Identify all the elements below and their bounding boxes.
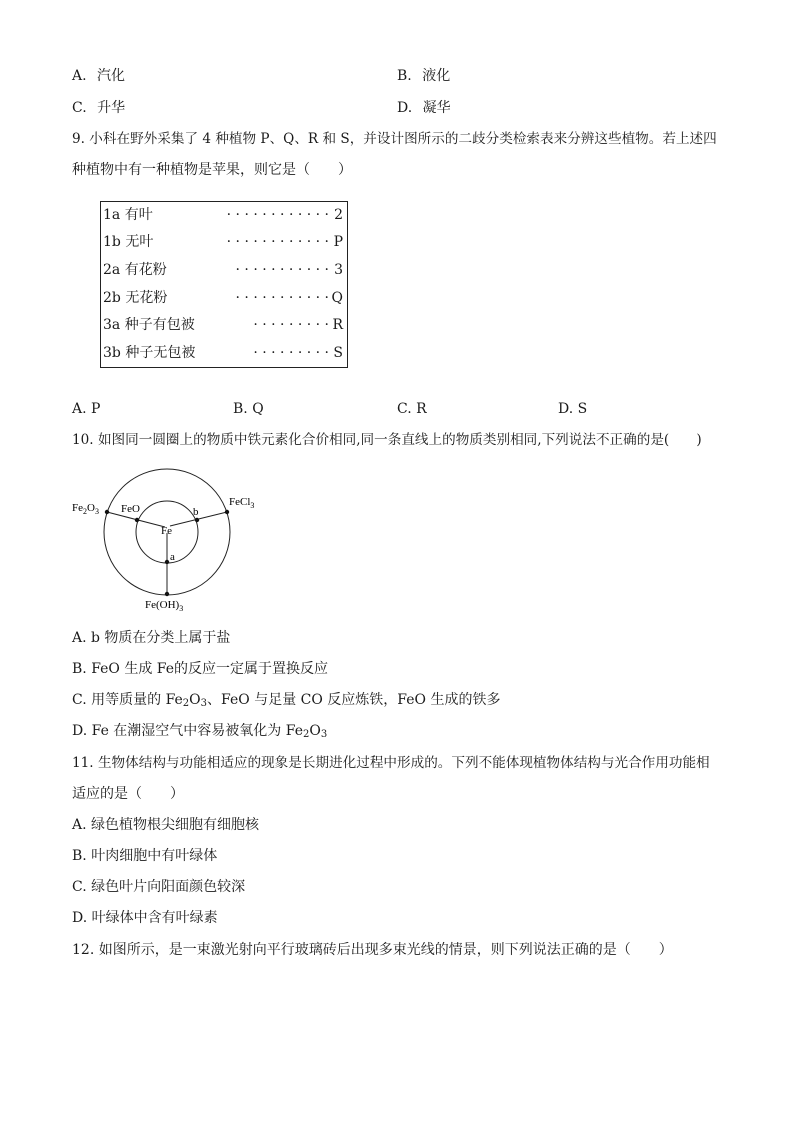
q8-option-a [72,67,125,85]
q8-option-c-letter: C. [72,100,87,116]
q8-option-c [72,99,125,117]
dot-a [165,560,169,564]
key-row [103,288,343,308]
q9-option-d: D. S [558,401,588,417]
q8-option-d-letter: D. [397,100,413,116]
key-result: 3 [334,262,343,278]
key-dots: · · · · · · · · · [253,345,329,361]
q9-stem-line2: 种植物中有一种植物是苹果，则它是（ ） [72,162,352,178]
key-result: R [332,317,343,333]
key-result: Q [331,290,343,306]
q11-option-b: B. 叶肉细胞中有叶绿体 [72,848,218,864]
key-row [103,232,343,252]
q10-option-c-pre: C. 用等质量的 Fe [72,692,183,708]
key-dots: · · · · · · · · · · · · [226,234,329,250]
dot-fe2o3 [105,510,109,514]
key-label: 2b 无花粉 [103,290,168,306]
q11-option-a: A. 绿色植物根尖细胞有细胞核 [72,817,260,833]
q8-option-a-letter: A. [72,68,87,84]
q10-option-c-sub2: 3 [200,698,208,709]
q10-option-d-sub2: 3 [320,729,328,740]
key-row [103,205,343,225]
label-fe: Fe [161,525,172,537]
q8-option-b-text: 液化 [422,68,451,84]
q11-stem-line2: 适应的是（ ） [72,786,184,802]
q9-option-a: A. P [72,401,101,417]
dot-feo [135,518,139,522]
dot-b [195,518,199,522]
dot-fecl3 [225,510,229,514]
q9-option-c: C. R [397,401,427,417]
label-b: b [193,506,199,518]
key-label: 3b 种子无包被 [103,345,196,361]
q8-option-d-text: 凝华 [422,100,451,116]
q10-option-d-sub1: 2 [303,729,310,740]
dichotomous-key-table [100,201,348,368]
q8-option-c-text: 升华 [97,100,126,116]
q10-stem: 10. 如图同一圆圈上的物质中铁元素化合价相同,同一条直线上的物质类别相同,下列说法不正确的是( ) [72,432,702,448]
q11-option-c: C. 绿色叶片向阳面颜色较深 [72,879,246,895]
q10-option-c-sub1: 2 [182,698,190,709]
q10-option-c-post: 、FeO 与足量 CO 反应炼铁，FeO 生成的铁多 [207,692,501,708]
label-feo: FeO [121,503,140,515]
key-result: 2 [334,207,343,223]
key-dots: · · · · · · · · · · · [235,262,329,278]
q11-option-d: D. 叶绿体中含有叶绿素 [72,910,218,926]
key-label: 1a 有叶 [103,207,153,223]
q8-option-b [397,67,450,85]
q8-option-d [397,99,451,117]
label-feoh3: $Fe(OH)_3$ [145,599,184,613]
key-row [103,343,343,363]
key-label: 1b 无叶 [103,234,154,250]
label-a: a [170,551,175,563]
q9-option-b: B. Q [233,401,264,417]
q10-option-c [72,691,500,709]
label-fe2o3: $Fe_2O_3$ [72,502,99,516]
q8-option-b-letter: B. [397,68,412,84]
key-result: S [333,345,343,361]
key-row [103,315,343,335]
key-result: P [333,234,343,250]
label-fecl3: FeCl$_3$ [229,496,255,510]
key-label: 3a 种子有包被 [103,317,195,333]
key-label: 2a 有花粉 [103,262,167,278]
q10-option-d-pre: D. Fe 在潮湿空气中容易被氧化为 Fe [72,723,303,739]
q12-stem: 12. 如图所示，是一束激光射向平行玻璃砖后出现多束光线的情景，则下列说法正确的是（ ） [72,942,673,958]
key-dots: · · · · · · · · · [253,317,329,333]
dot-feoh3 [165,592,169,596]
q10-option-c-mid: O [189,692,201,708]
q8-option-a-text: 汽化 [97,68,126,84]
q10-option-a: A. b 物质在分类上属于盐 [72,630,231,646]
key-dots: · · · · · · · · · · · · [226,207,329,223]
iron-valence-diagram [60,460,300,620]
q10-option-d-mid: O [309,723,321,739]
q9-stem-line1: 9. 小科在野外采集了 4 种植物 P、Q、R 和 S，并设计图所示的二歧分类检索表来分辨这些植物。若上述四 [72,131,717,147]
key-dots: · · · · · · · · · · · [235,290,329,306]
q10-option-b: B. FeO 生成 Fe的反应一定属于置换反应 [72,661,329,677]
q11-stem-line1: 11. 生物体结构与功能相适应的现象是长期进化过程中形成的。下列不能体现植物体结构与光合作用功能相 [72,755,710,771]
q10-option-d [72,722,327,740]
key-row [103,260,343,280]
